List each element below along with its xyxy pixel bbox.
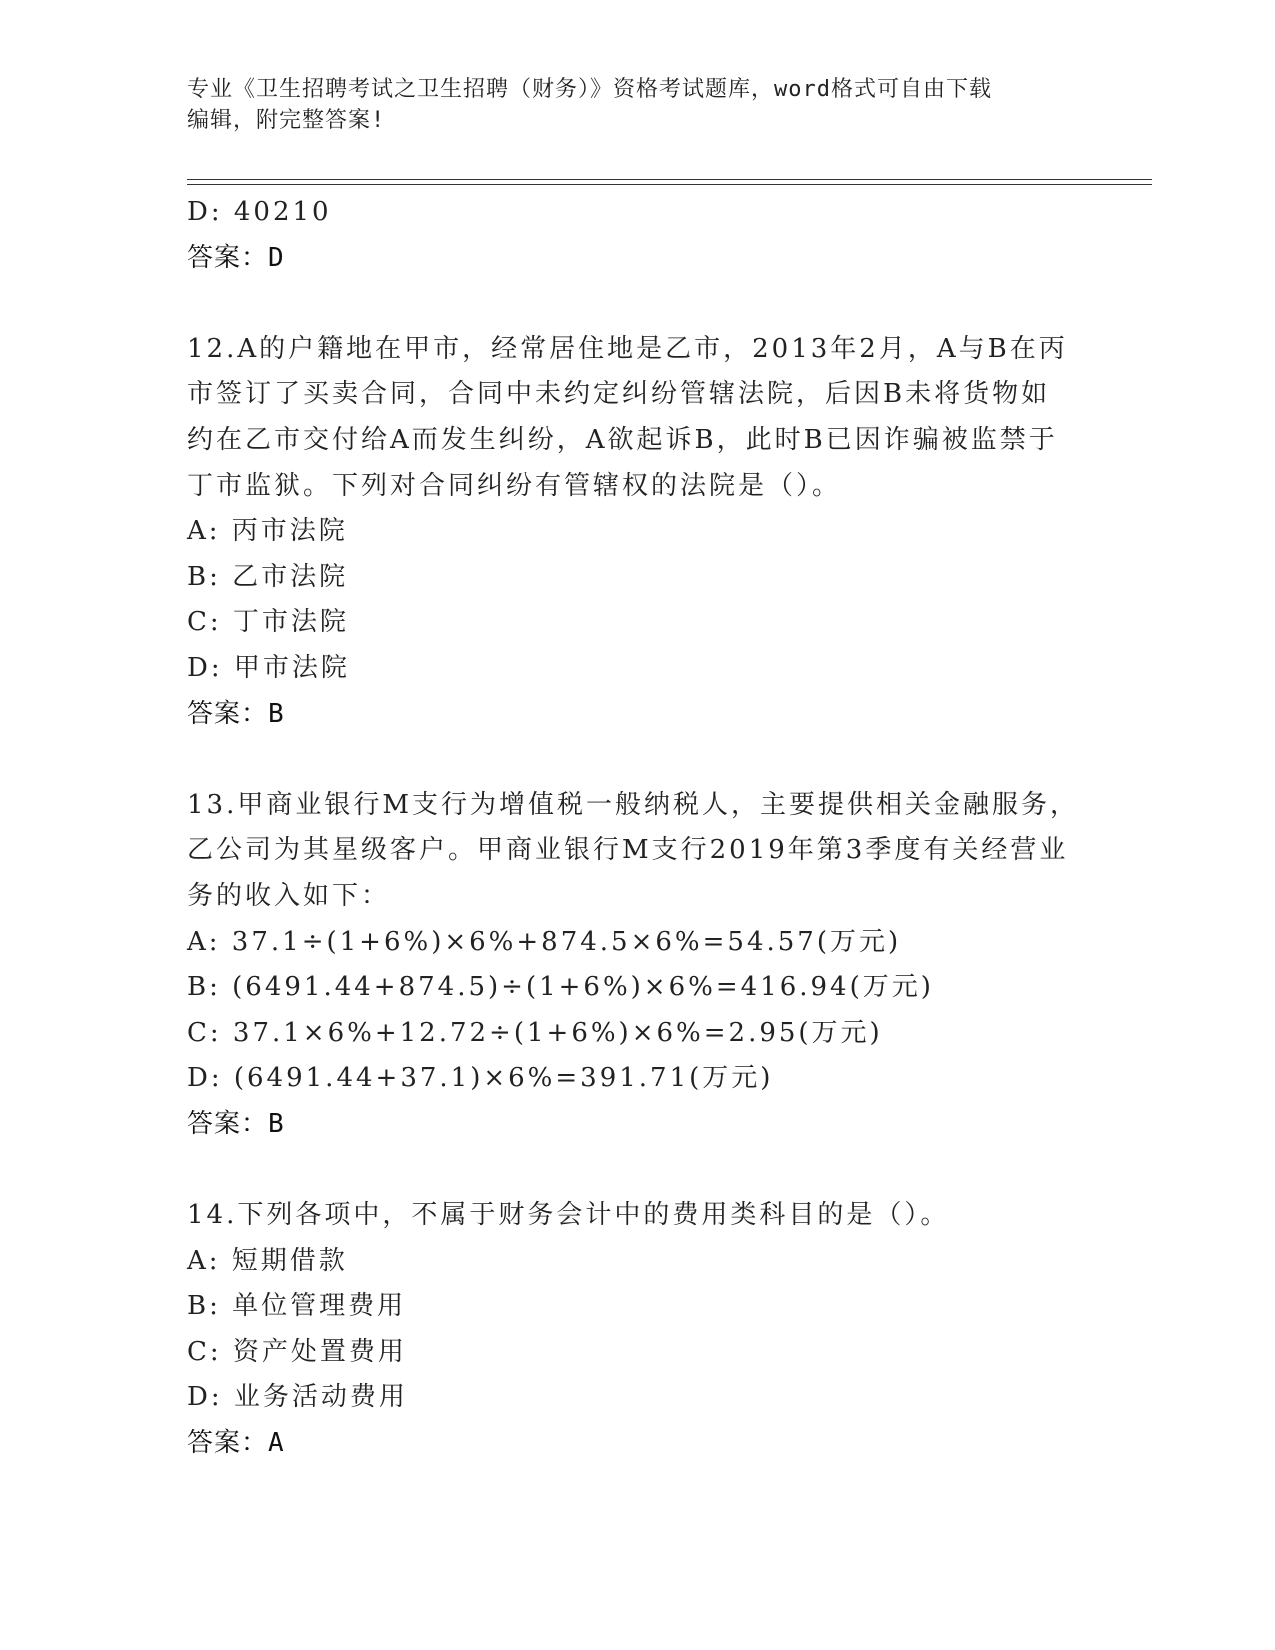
question-text-line: 14.下列各项中，不属于财务会计中的费用类科目的是（）。 <box>187 1200 950 1231</box>
option-a: A: 丙市法院 <box>187 516 348 547</box>
question-text-line: 12.A的户籍地在甲市，经常居住地是乙市，2013年2月，A与B在丙 <box>187 333 1068 364</box>
option-d: D: 甲市法院 <box>187 652 350 683</box>
question-text-line: 乙公司为其星级客户。甲商业银行M支行2019年第3季度有关经营业 <box>187 835 1069 866</box>
header-line-2: 编辑，附完整答案! <box>187 108 386 133</box>
answer-label: 答案：B <box>187 698 285 729</box>
option-c: C: 资产处置费用 <box>187 1336 407 1367</box>
answer-label: 答案：D <box>187 242 285 273</box>
prev-question <box>187 190 1087 281</box>
header-line-1: 专业《卫生招聘考试之卫生招聘（财务）》资格考试题库，word格式可自由下载 <box>187 77 992 102</box>
document-header <box>187 74 1067 136</box>
spacer <box>187 1147 1087 1193</box>
option-d: D: 40210 <box>187 197 332 227</box>
option-c: C: 37.1×6%+12.72÷(1+6%)×6%=2.95(万元) <box>187 1017 883 1048</box>
question-text-line: 约在乙市交付给A而发生纠纷，A欲起诉B，此时B已因诈骗被监禁于 <box>187 424 1058 455</box>
answer-label: 答案：B <box>187 1108 285 1139</box>
question-12 <box>187 327 1087 737</box>
document-body <box>187 190 1087 1467</box>
option-b: B: (6491.44+874.5)÷(1+6%)×6%=416.94(万元) <box>187 972 934 1003</box>
option-a: A: 37.1÷(1+6%)×6%+874.5×6%=54.57(万元) <box>187 926 902 957</box>
header-divider-top <box>187 179 1152 180</box>
question-text-line: 市签订了买卖合同，合同中未约定纠纷管辖法院，后因B未将货物如 <box>187 379 1051 410</box>
header-divider-bottom <box>187 184 1152 185</box>
question-text-line: 丁市监狱。下列对合同纠纷有管辖权的法院是（）。 <box>187 470 842 501</box>
question-14 <box>187 1193 1087 1467</box>
spacer <box>187 281 1087 327</box>
answer-label: 答案：A <box>187 1428 285 1459</box>
question-text-line: 13.甲商业银行M支行为增值税一般纳税人，主要提供相关金融服务， <box>187 789 1079 820</box>
option-d: D: (6491.44+37.1)×6%=391.71(万元) <box>187 1063 774 1094</box>
option-a: A: 短期借款 <box>187 1245 348 1276</box>
option-b: B: 单位管理费用 <box>187 1291 407 1322</box>
option-c: C: 丁市法院 <box>187 607 349 638</box>
question-13 <box>187 783 1087 1148</box>
option-b: B: 乙市法院 <box>187 561 349 592</box>
option-d: D: 业务活动费用 <box>187 1382 408 1413</box>
question-text-line: 务的收入如下： <box>187 880 391 911</box>
spacer <box>187 737 1087 783</box>
